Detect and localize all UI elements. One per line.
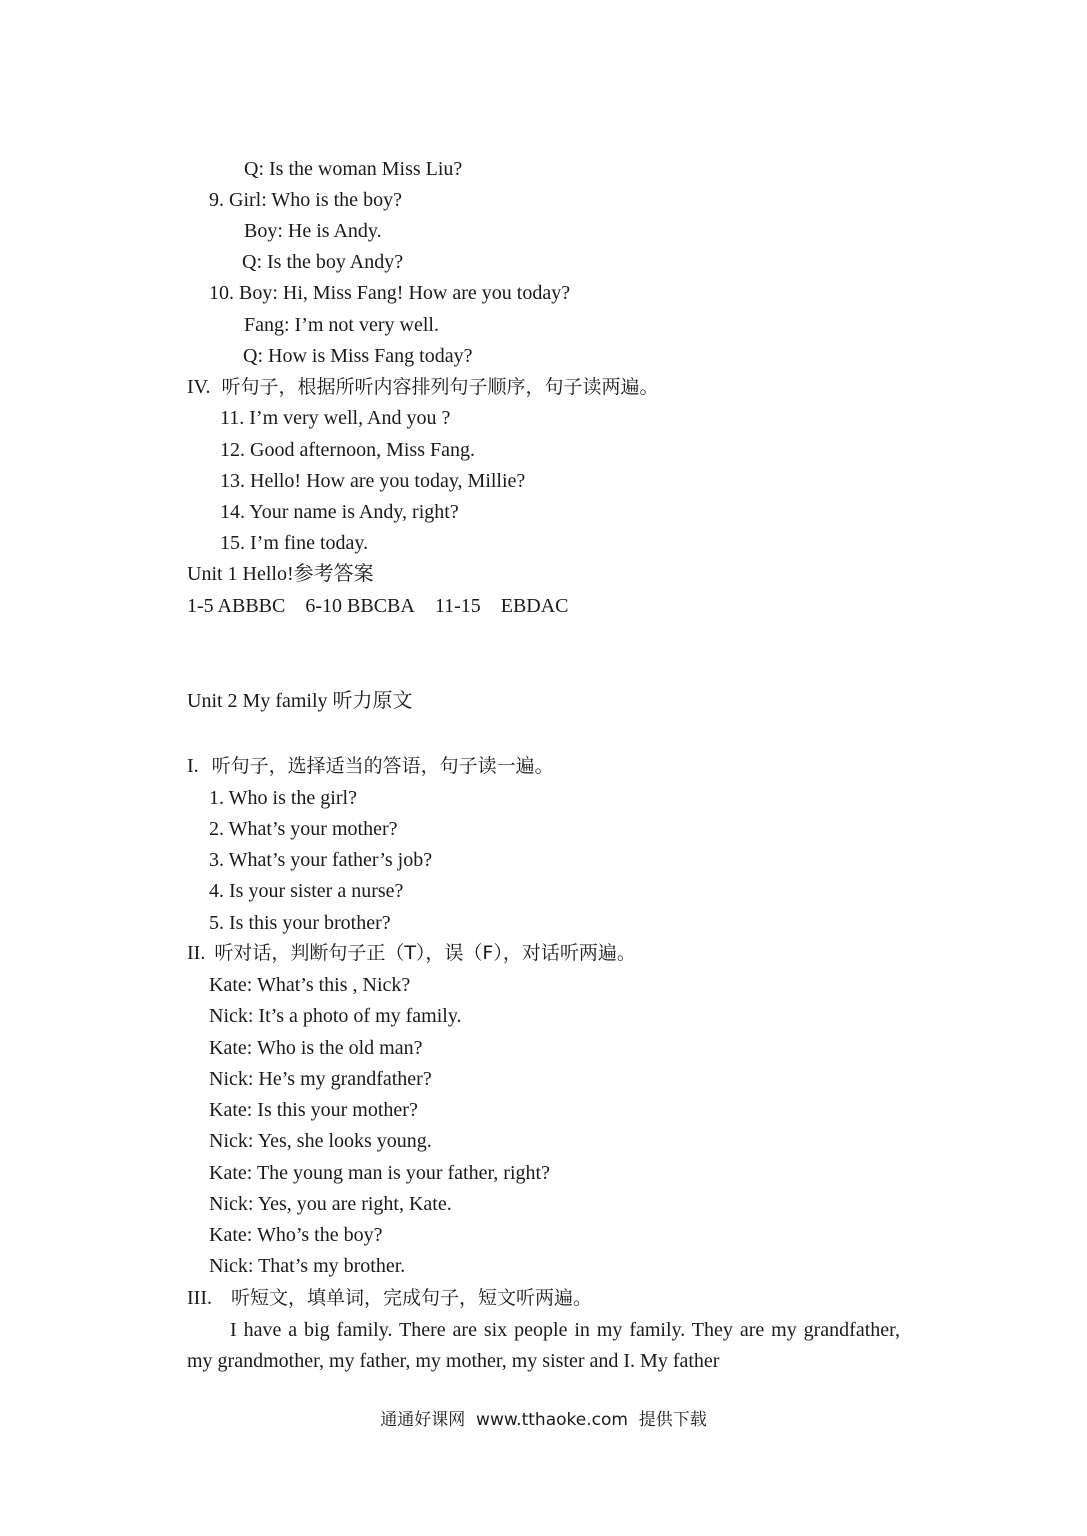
item-10-line: 10. Boy: Hi, Miss Fang! How are you today? [209, 282, 571, 304]
section-title: 听句子，根据所听内容排列句子顺序，句子读两遍。 [221, 376, 659, 398]
section-numeral: II. [187, 942, 206, 964]
dialogue-line: Kate: What’s this , Nick? [209, 974, 411, 996]
section-2-heading [187, 941, 636, 965]
section-title: 听句子，选择适当的答语，句子读一遍。 [211, 755, 554, 777]
list-item: 3. What’s your father’s job? [209, 849, 433, 871]
dialogue-line: Kate: Who’s the boy? [209, 1224, 383, 1246]
section-4-heading [187, 375, 659, 399]
dialogue-line: Nick: Yes, you are right, Kate. [209, 1193, 452, 1215]
page-footer: 通通好课网 www.tthaoke.com 提供下载 [380, 1410, 707, 1430]
section-numeral: III. [187, 1287, 212, 1309]
answer-key: 1-5 ABBBC 6-10 BBCBA 11-15 EBDAC [187, 595, 569, 617]
list-item: 2. What’s your mother? [209, 818, 398, 840]
dialogue-line: Nick: It’s a photo of my family. [209, 1005, 462, 1027]
list-item: 14. Your name is Andy, right? [220, 501, 459, 523]
answer-key-title-text: Unit 1 Hello!参考答案 [187, 563, 374, 585]
item-10-question: Q: How is Miss Fang today? [243, 345, 473, 367]
list-item: 11. I’m very well, And you ? [220, 407, 451, 429]
list-item: 12. Good afternoon, Miss Fang. [220, 439, 475, 461]
question-8-line: Q: Is the woman Miss Liu? [244, 158, 463, 180]
unit-2-title: Unit 2 My family 听力原文 [187, 690, 413, 712]
section-numeral: IV. [187, 376, 211, 398]
dialogue-line: Nick: Yes, she looks young. [209, 1130, 432, 1152]
dialogue-line: Nick: He’s my grandfather? [209, 1068, 432, 1090]
dialogue-line: Kate: Who is the old man? [209, 1037, 423, 1059]
dialogue-line: Kate: The young man is your father, right? [209, 1162, 550, 1184]
section-numeral: I. [187, 755, 199, 777]
item-9-line: 9. Girl: Who is the boy? [209, 189, 402, 211]
section-title: 听短文，填单词，完成句子，短文听两遍。 [230, 1287, 592, 1309]
list-item: 1. Who is the girl? [209, 787, 357, 809]
answer-key-title [187, 562, 374, 586]
list-item: 4. Is your sister a nurse? [209, 880, 404, 902]
list-item: 13. Hello! How are you today, Millie? [220, 470, 526, 492]
item-9-reply: Boy: He is Andy. [244, 220, 382, 242]
item-9-question: Q: Is the boy Andy? [242, 251, 404, 273]
item-10-reply: Fang: I’m not very well. [244, 314, 439, 336]
list-item: 15. I’m fine today. [220, 532, 369, 554]
dialogue-line: Kate: Is this your mother? [209, 1099, 418, 1121]
section-title: 听对话，判断句子正（T），误（F），对话听两遍。 [214, 942, 636, 964]
passage-text: I have a big family. There are six people in my family. They are my grandfather, my grandmother, my father, my mother, my sister and I. My father [187, 1319, 900, 1372]
dialogue-line: Nick: That’s my brother. [209, 1255, 406, 1277]
list-item: 5. Is this your brother? [209, 912, 391, 934]
section-3-heading [187, 1286, 592, 1310]
section-1-heading [187, 754, 554, 778]
